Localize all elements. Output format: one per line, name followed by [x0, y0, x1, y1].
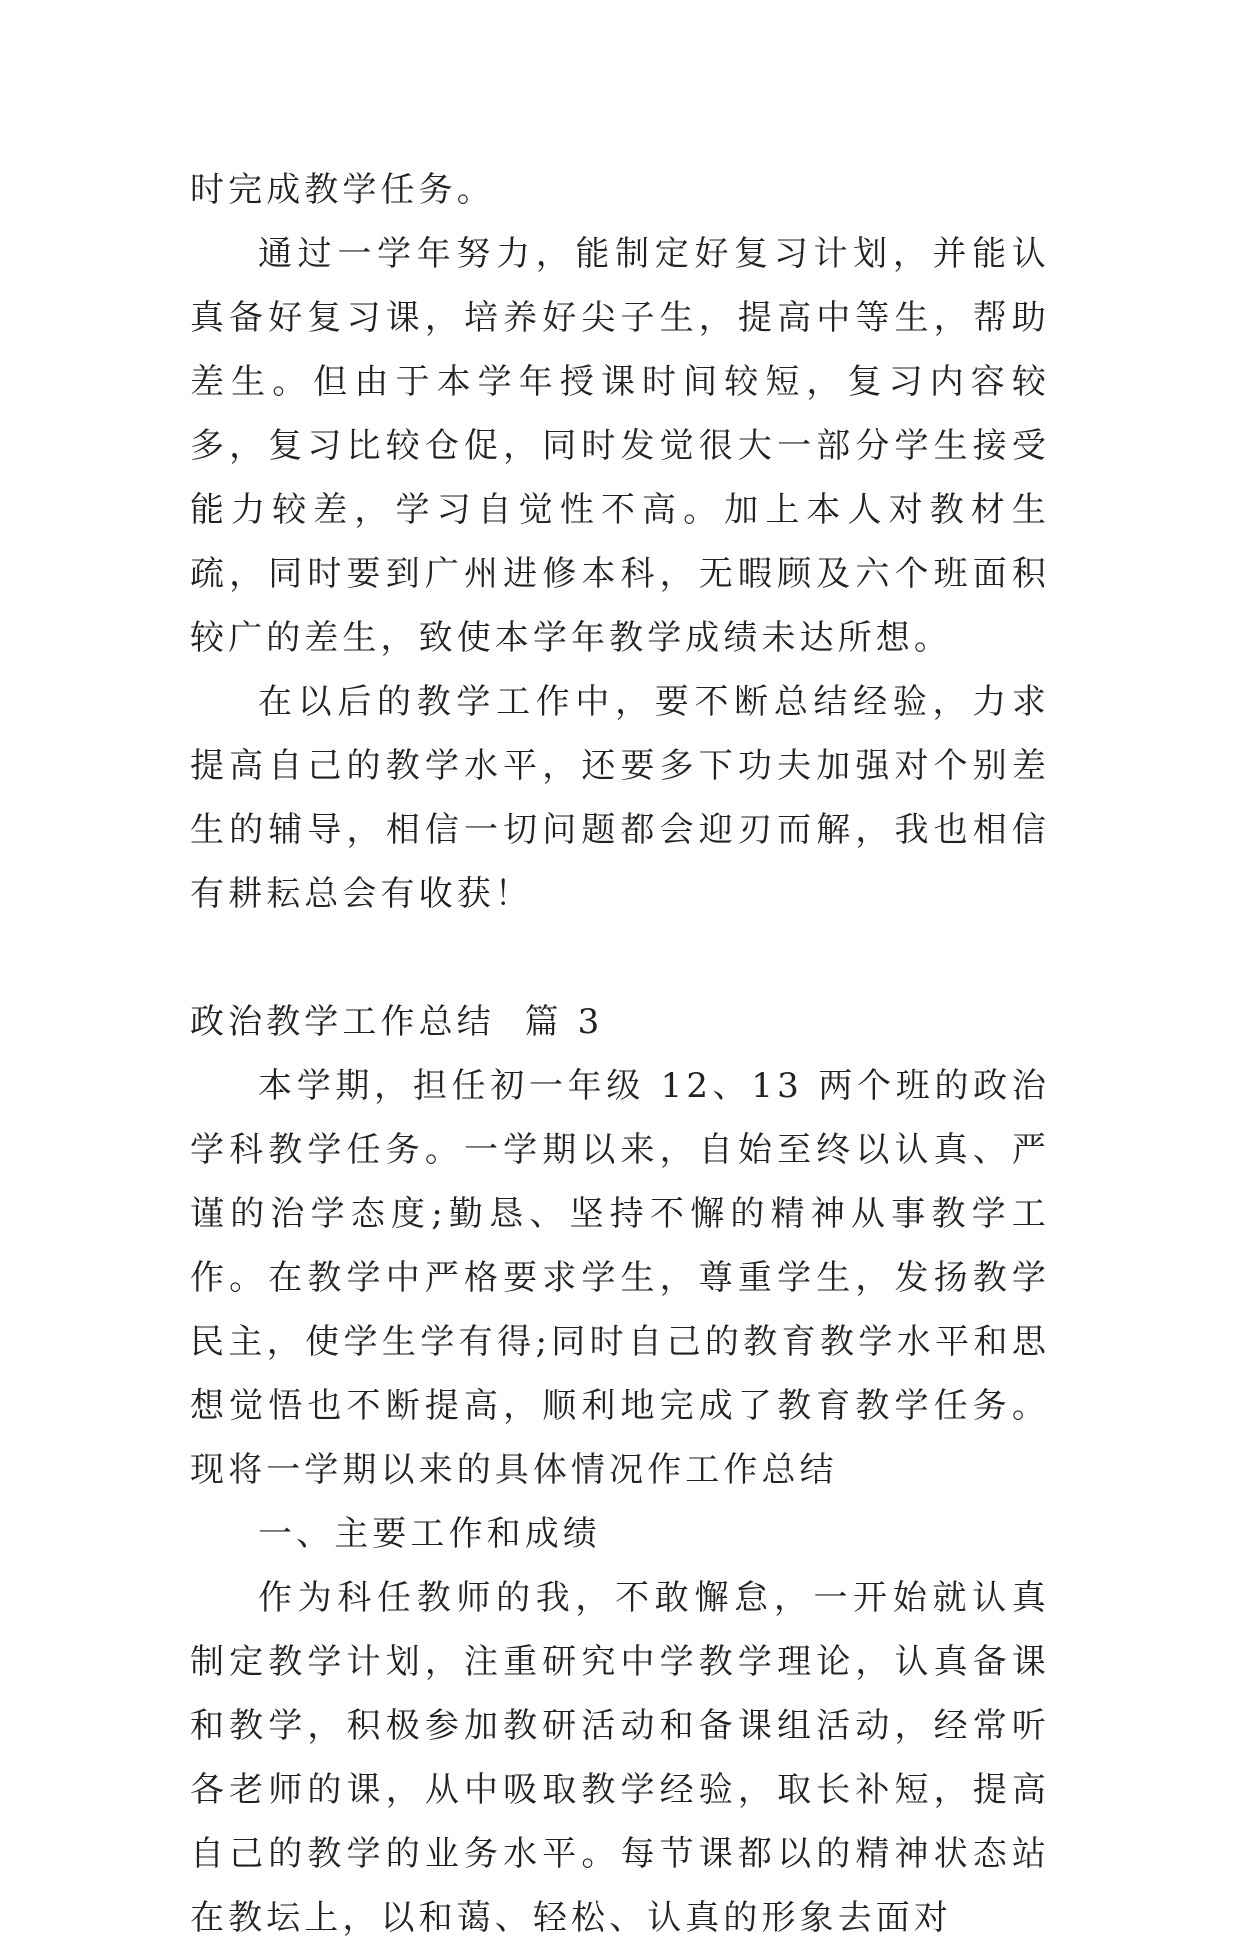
section-spacer: [190, 926, 1050, 990]
paragraph: 通过一学年努力，能制定好复习计划，并能认真备好复习课，培养好尖子生，提高中等生，帮助差生。但由于本学年授课时间较短，复习内容较多，复习比较仓促，同时发觉很大一部分学生接受能力较差，学习自觉性不高。加上本人对教材生疏，同时要到广州进修本科，无暇顾及六个班面积较广的差生，致使本学年教学成绩未达所想。: [190, 234, 1050, 658]
paragraph: 时完成教学任务。: [190, 170, 495, 210]
document-body: [190, 158, 1050, 1950]
paragraph: 本学期，担任初一年级 12、13 两个班的政治学科教学任务。一学期以来，自始至终以认真、严谨的治学态度;勤恳、坚持不懈的精神从事教学工作。在教学中严格要求学生，尊重学生，发扬教学民主，使学生学有得;同时自己的教育教学水平和思想觉悟也不断提高，顺利地完成了教育教学任务。现将一学期以来的具体情况作工作总结: [190, 1066, 1050, 1490]
subheading: 一、主要工作和成绩: [258, 1514, 601, 1554]
paragraph: 作为科任教师的我，不敢懈怠，一开始就认真制定教学计划，注重研究中学教学理论，认真备课和教学，积极参加教研活动和备课组活动，经常听各老师的课，从中吸取教学经验，取长补短，提高自己的教学的业务水平。每节课都以的精神状态站在教坛上，以和蔼、轻松、认真的形象去面对: [190, 1578, 1050, 1938]
paragraph: 在以后的教学工作中，要不断总结经验，力求提高自己的教学水平，还要多下功夫加强对个别差生的辅导，相信一切问题都会迎刃而解，我也相信有耕耘总会有收获！: [190, 682, 1050, 914]
section-heading: 政治教学工作总结 篇 3: [190, 1002, 604, 1042]
